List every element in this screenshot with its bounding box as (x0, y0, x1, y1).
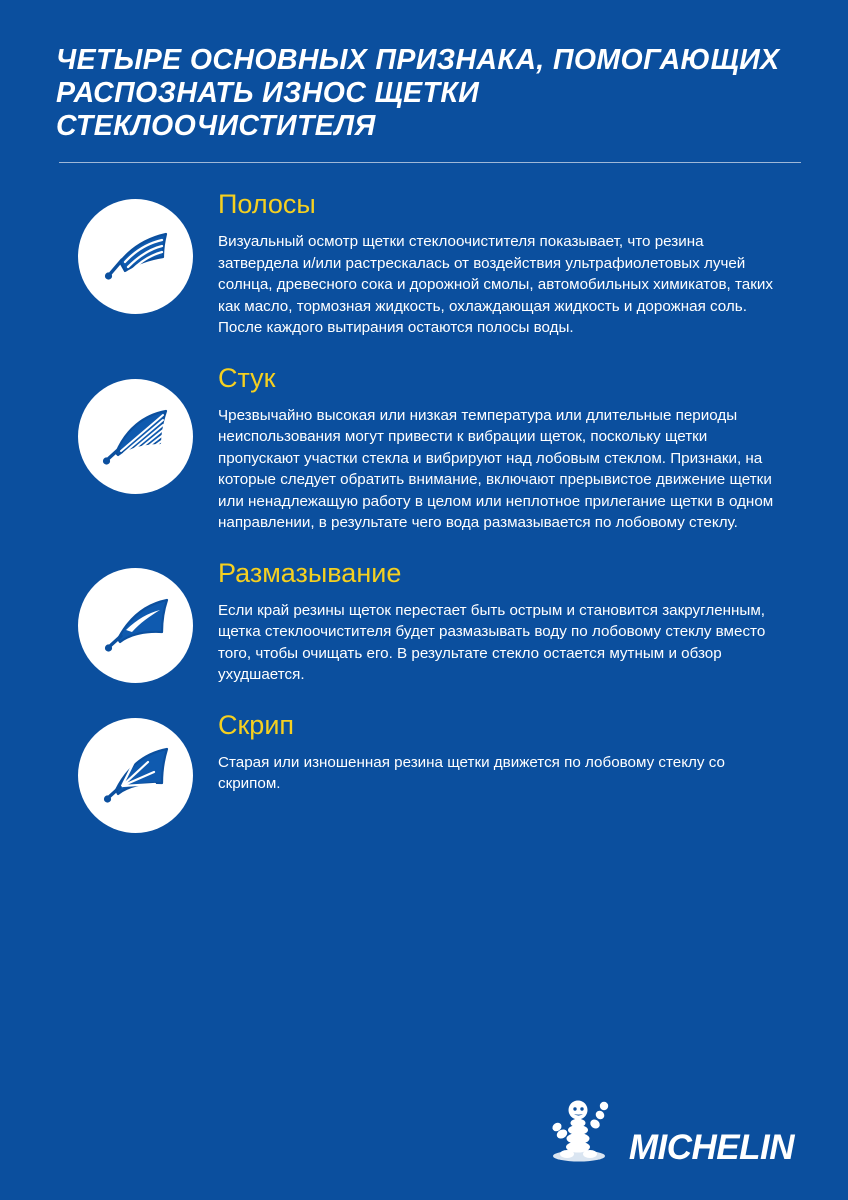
section-title: Стук (218, 362, 276, 393)
icon-container (52, 558, 218, 683)
title-block (56, 44, 796, 163)
section-text (218, 710, 796, 795)
michelin-man-icon (545, 1094, 619, 1166)
section-text (218, 363, 796, 534)
page-title: ЧЕТЫРЕ ОСНОВНЫХ ПРИЗНАКА, ПОМОГАЮЩИХ РАСПОЗНАТЬ ИЗНОС ЩЕТКИ СТЕКЛООЧИСТИТЕЛЯ (56, 44, 780, 142)
wiper-chatter-icon (78, 379, 193, 494)
section-title: Полосы (218, 189, 316, 219)
wiper-smearing-icon (78, 568, 193, 683)
brand-logo (545, 1094, 794, 1166)
section-chatter (52, 363, 796, 534)
section-body: Если край резины щеток перестает быть острым и становится закругленным, щетка стеклоочистителя будет размазывать воду по лобовому стеклу вместо того, чтобы очищать его. В результате стекло остается мутным и обзор ухудшается. (218, 601, 766, 683)
section-streaks (52, 189, 796, 339)
title-divider (59, 162, 801, 163)
icon-container (52, 363, 218, 494)
footer (0, 1094, 848, 1166)
section-squeak (52, 710, 796, 833)
wiper-squeak-icon (78, 718, 193, 833)
icon-container (52, 710, 218, 833)
sections-list (52, 189, 796, 833)
section-title: Скрип (218, 709, 295, 740)
section-text (218, 189, 796, 339)
section-smearing (52, 558, 796, 686)
section-body: Старая или изношенная резина щетки движется по лобовому стеклу со скрипом. (218, 753, 725, 792)
section-body: Визуальный осмотр щетки стеклоочистителя показывает, что резина затвердела и/или растрескалась от воздействия ультрафиолетовых лучей солнца, древесного сока и дорожной смолы, автомобильных химикатов, таких как масло, тормозная жидкость, охлаждающая жидкость и дорожная соль. После каждого вытирания остаются полосы воды. (218, 233, 773, 336)
section-title: Размазывание (218, 557, 402, 588)
wiper-streaks-icon (78, 199, 193, 314)
icon-container (52, 189, 218, 314)
section-body: Чрезвычайно высокая или низкая температура или длительные периоды неиспользования могут привести к вибрации щеток, поскольку щетки пропускают участки стекла и вибрируют над лобовым стеклом. Признаки, на которые следует обратить внимание, включают прерывистое движение щетки или ненадлежащую работу в целом или неплотное прилегание щетки в одном направлении, в результате чего вода размазывается по лобовому стеклу. (218, 406, 774, 531)
section-text (218, 558, 796, 686)
brand-name: MICHELIN (628, 1128, 794, 1167)
